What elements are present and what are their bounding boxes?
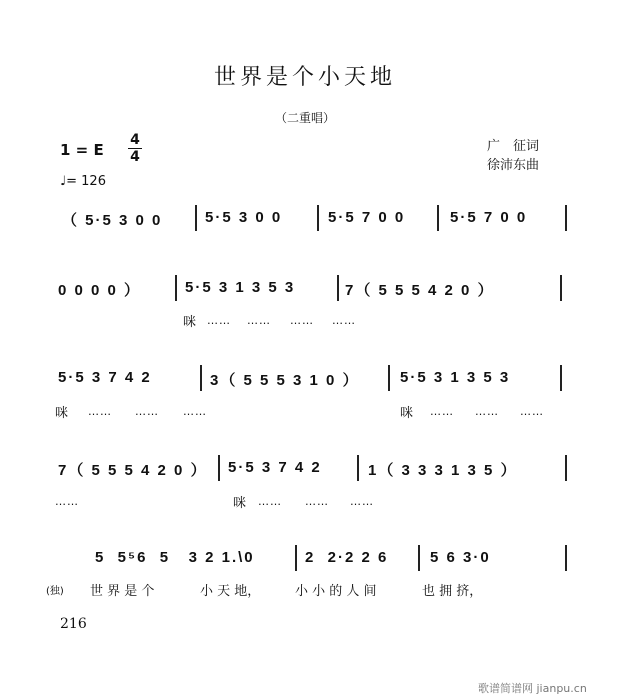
barline — [295, 545, 297, 571]
measure: 7（ 5 5 5 4 2 0 ） — [345, 282, 495, 299]
dots: …… — [55, 495, 79, 508]
lyric-phrase: 小 天 地， — [200, 584, 261, 599]
barline — [560, 365, 562, 391]
measure: 5 5⁵6 5 3 2 1.\0 — [95, 549, 255, 566]
dots: …… — [475, 405, 499, 418]
lyric-phrase: 也 拥 挤， — [422, 584, 483, 599]
dots: …… — [88, 405, 112, 418]
dots: …… — [183, 405, 207, 418]
barline — [565, 205, 567, 231]
measure: 5 6 3·0 — [430, 549, 491, 566]
dots: …… — [258, 495, 282, 508]
dots: …… — [305, 495, 329, 508]
measure: 7（ 5 5 5 4 2 0 ） — [58, 462, 208, 479]
measure: （ 5·5 3 0 0 — [62, 212, 163, 229]
barline — [200, 365, 202, 391]
time-signature — [128, 132, 142, 165]
part-label: (独) — [46, 586, 64, 597]
lyric-phrase: 世 界 是 个 — [90, 584, 155, 599]
key-signature: 1 = E — [60, 141, 104, 159]
composer: 徐沛东曲 — [487, 158, 540, 173]
lyric: 咪 — [233, 496, 247, 511]
barline — [565, 455, 567, 481]
measure: 5·5 3 1 3 5 3 — [400, 369, 511, 386]
barline — [357, 455, 359, 481]
measure: 1（ 3 3 3 1 3 5 ） — [368, 462, 518, 479]
watermark: 歌谱简谱网 jianpu.cn — [478, 682, 587, 695]
lyric: 咪 — [183, 315, 197, 330]
dots: …… — [207, 314, 231, 327]
dots: …… — [332, 314, 356, 327]
lyric-phrase: 小 小 的 人 间 — [295, 584, 377, 599]
ts-bottom: 4 — [130, 149, 140, 165]
subtitle: （二重唱） — [274, 111, 335, 125]
ts-top: 4 — [130, 132, 140, 148]
measure: 3（ 5 5 5 3 1 0 ） — [210, 372, 360, 389]
barline — [388, 365, 390, 391]
barline — [218, 455, 220, 481]
measure: 2 2·2 2 6 — [305, 549, 389, 566]
page-number: 216 — [60, 616, 87, 632]
barline — [560, 275, 562, 301]
barline — [418, 545, 420, 571]
measure: 5·5 3 7 4 2 — [228, 459, 322, 476]
barline — [565, 545, 567, 571]
barline — [317, 205, 319, 231]
measure: 5·5 3 7 4 2 — [58, 369, 152, 386]
dots: …… — [290, 314, 314, 327]
measure: 5·5 3 0 0 — [205, 209, 283, 226]
barline — [195, 205, 197, 231]
measure: 0 0 0 0 ） — [58, 282, 142, 299]
lyricist: 广 征词 — [487, 139, 540, 154]
song-title: 世界是个小天地 — [213, 65, 396, 90]
tempo-marking: ♩= 126 — [60, 174, 106, 189]
lyric: 咪 — [55, 406, 69, 421]
dots: …… — [430, 405, 454, 418]
barline — [337, 275, 339, 301]
dots: …… — [520, 405, 544, 418]
barline — [175, 275, 177, 301]
measure: 5·5 3 1 3 5 3 — [185, 279, 296, 296]
barline — [437, 205, 439, 231]
measure: 5·5 7 0 0 — [450, 209, 528, 226]
dots: …… — [350, 495, 374, 508]
dots: …… — [247, 314, 271, 327]
lyric: 咪 — [400, 406, 414, 421]
measure: 5·5 7 0 0 — [328, 209, 406, 226]
dots: …… — [135, 405, 159, 418]
